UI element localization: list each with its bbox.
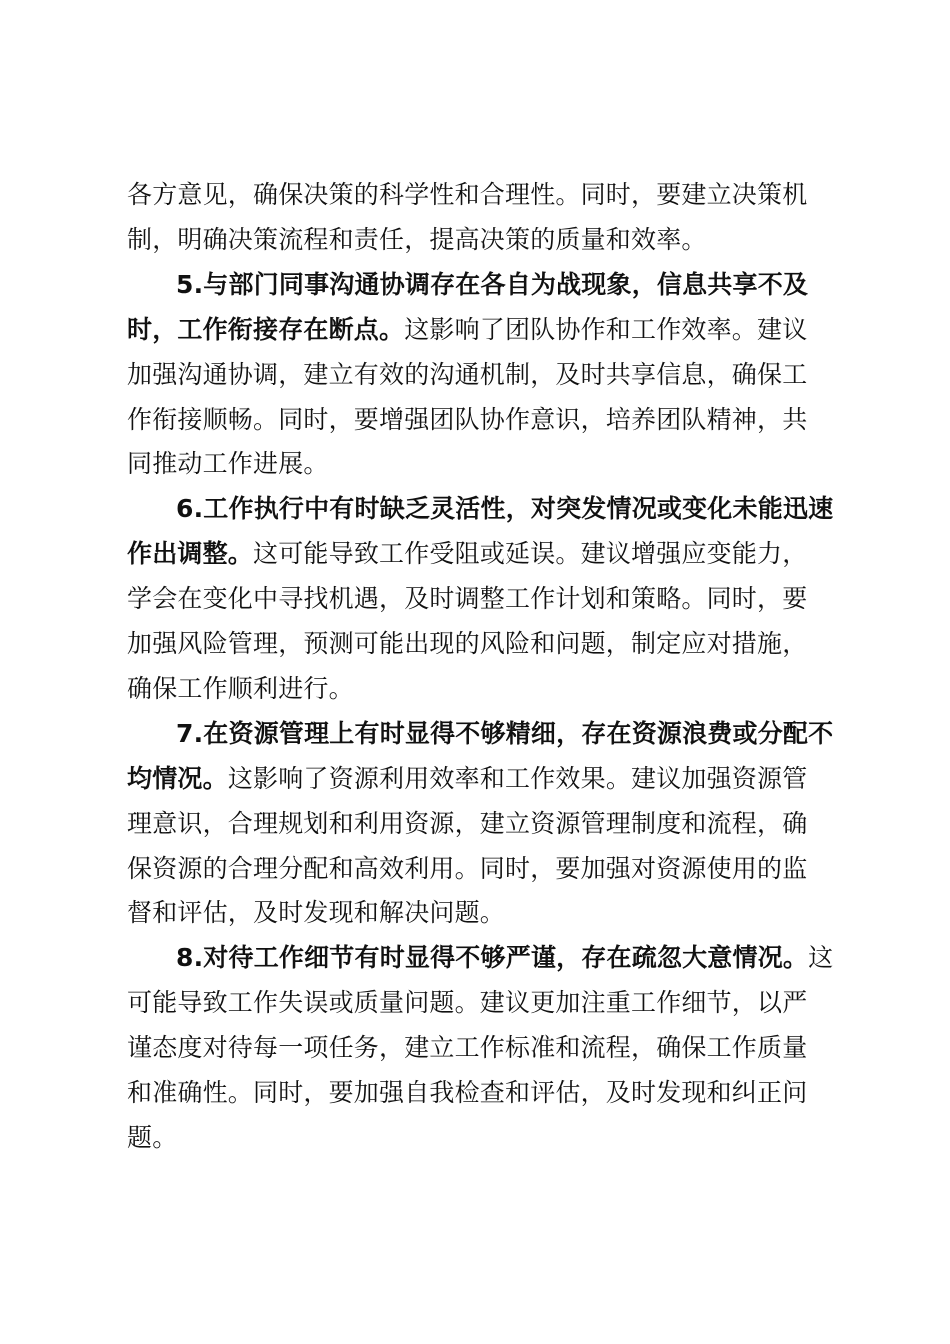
text-run: 题。 (127, 1122, 178, 1152)
bold-text-run: 8.对待工作细节有时显得不够严谨，存在疏忽大意情况。 (176, 943, 809, 973)
bold-text-run: 6.工作执行中有时缺乏灵活性，对突发情况或变化未能迅速 (176, 494, 834, 524)
bold-text-run: 7.在资源管理上有时显得不够精细，存在资源浪费或分配不 (176, 718, 834, 748)
text-line (127, 352, 807, 398)
text-line (127, 1070, 807, 1116)
bold-text-run: 5.与部门同事沟通协调存在各自为战现象，信息共享不及 (176, 269, 809, 299)
text-line (127, 172, 807, 218)
text-run: 加强沟通协调，建立有效的沟通机制，及时共享信息，确保工 (127, 359, 808, 389)
text-line (127, 621, 807, 667)
text-run: 这可能导致工作受阻或延误。建议增强应变能力， (253, 539, 808, 569)
text-run: 这 (808, 943, 834, 973)
text-line (127, 980, 807, 1026)
text-run: 确保工作顺利进行。 (127, 673, 354, 703)
text-line (176, 711, 833, 757)
text-line (127, 1025, 807, 1071)
text-run: 各方意见，确保决策的科学性和合理性。同时，要建立决策机 (127, 180, 808, 209)
text-run: 可能导致工作失误或质量问题。建议更加注重工作细节，以严 (127, 988, 808, 1018)
text-line (127, 890, 505, 936)
bold-text-run: 均情况。 (127, 763, 228, 793)
text-line (176, 935, 833, 981)
text-run: 理意识，合理规划和利用资源，建立资源管理制度和流程，确 (127, 808, 808, 838)
text-line (127, 307, 807, 353)
text-line (127, 576, 807, 622)
text-line (127, 1115, 177, 1161)
text-run: 这影响了资源利用效率和工作效果。建议加强资源管 (227, 763, 808, 793)
text-run: 作衔接顺畅。同时，要增强团队协作意识，培养团队精神，共 (127, 404, 808, 434)
text-run: 保资源的合理分配和高效利用。同时，要加强对资源使用的监 (127, 853, 808, 883)
text-run: 制，明确决策流程和责任，提高决策的质量和效率。 (127, 224, 707, 254)
text-run: 同推动工作进展。 (127, 449, 329, 479)
text-line (127, 666, 354, 712)
text-run: 加强风险管理，预测可能出现的风险和问题，制定应对措施， (127, 629, 808, 658)
text-line (176, 486, 833, 532)
text-line (127, 217, 707, 263)
text-line (127, 756, 807, 802)
text-line (127, 397, 807, 443)
bold-text-run: 作出调整。 (127, 539, 254, 569)
text-run: 这影响了团队协作和工作效率。建议 (404, 314, 808, 344)
text-run: 谨态度对待每一项任务，建立工作标准和流程，确保工作质量 (127, 1033, 808, 1063)
bold-text-run: 时，工作衔接存在断点。 (127, 314, 405, 344)
text-line (127, 846, 807, 892)
text-run: 和准确性。同时，要加强自我检查和评估，及时发现和纠正问 (127, 1078, 808, 1107)
text-line (127, 441, 329, 487)
text-line (127, 801, 807, 847)
text-line (127, 531, 807, 577)
text-line (176, 262, 808, 308)
text-run: 督和评估，及时发现和解决问题。 (127, 898, 506, 928)
text-run: 学会在变化中寻找机遇，及时调整工作计划和策略。同时，要 (127, 584, 808, 614)
